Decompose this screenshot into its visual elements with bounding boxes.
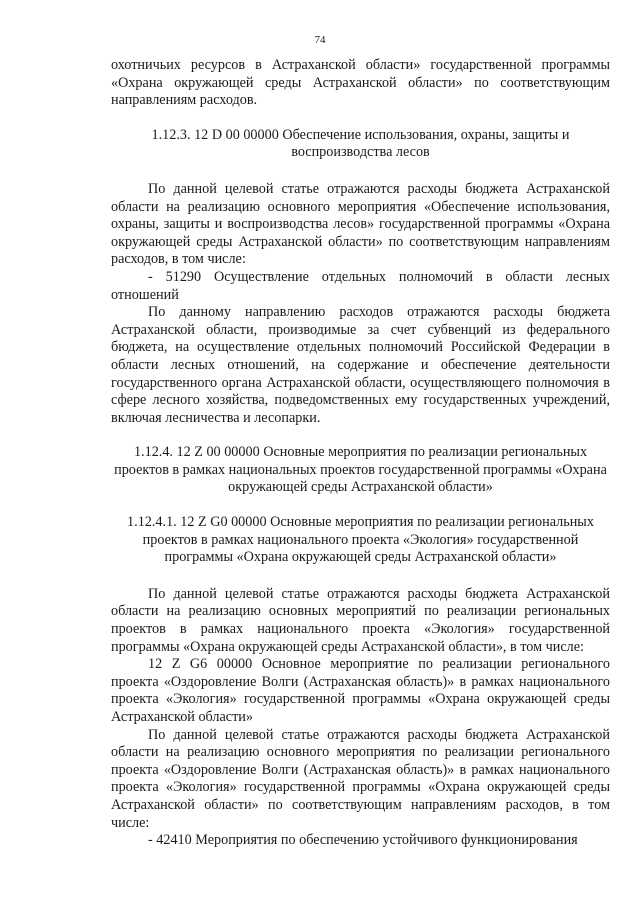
paragraph-item-12-z-g6: 12 Z G6 00000 Основное мероприятие по реализации регионального проекта «Оздоровление Волги (Астраханская область)» в рамках национального проекта «Экология» государственной программы «Охрана окружающей среды Астраханской области»	[111, 656, 610, 725]
section-heading-1-12-3: 1.12.3. 12 D 00 00000 Обеспечение использования, охраны, защиты и воспроизводства лесов	[151, 126, 570, 161]
page-number: 74	[314, 34, 326, 46]
paragraph-volga-description: По данной целевой статье отражаются расходы бюджета Астраханской области на реализацию основного мероприятия по реализации регионального проекта «Оздоровление Волги (Астраханская область)» в рамках национального проекта «Экология» государственной программы «Охрана окружающей среды Астраханской области» по соответствующим направлениям расходов, в том числе:	[111, 726, 610, 831]
document-body	[111, 57, 610, 850]
paragraph-regional-projects: По данной целевой статье отражаются расходы бюджета Астраханской области на реализацию основных мероприятий по реализации региональных проектов в рамках национального проекта «Экология» государственной программы «Охрана окружающей среды Астраханской области», в том числе:	[111, 585, 610, 655]
paragraph-forest-article: По данной целевой статье отражаются расходы бюджета Астраханской области на реализацию основного мероприятия «Обеспечение использования, охраны, защиты и воспроизводства лесов» государственной программы «Охрана окружающей среды Астраханской области» по соответствующим направлениям расходов, в том числе:	[111, 180, 610, 268]
paragraph-item-51290: - 51290 Осуществление отдельных полномочий в области лесных отношений	[111, 268, 610, 303]
section-heading-1-12-4-1: 1.12.4.1. 12 Z G0 00000 Основные мероприятия по реализации региональных проектов в рамках национального проекта «Экология» государственной программы «Охрана окружающей среды Астраханской области»	[127, 514, 594, 566]
paragraph-item-42410: - 42410 Мероприятия по обеспечению устойчивого функционирования	[148, 832, 578, 849]
paragraph-51290-description: По данному направлению расходов отражаются расходы бюджета Астраханской области, производимые за счет субвенций из федерального бюджета, на осуществление отдельных полномочий Российской Федерации в области лесных отношений, на содержание и обеспечение деятельности государственного органа Астраханской области, осуществляющего полномочия в сфере лесного хозяйства, подведомственных ему государственных учреждений, включая лесничества и лесопарки.	[111, 304, 610, 426]
section-heading-1-12-4: 1.12.4. 12 Z 00 00000 Основные мероприятия по реализации региональных проектов в рамках национальных проектов государственной программы «Охрана окружающей среды Астраханской области»	[114, 444, 607, 496]
paragraph-continuation: охотничьих ресурсов в Астраханской области» государственной программы «Охрана окружающей среды Астраханской области» по соответствующим направлениям расходов.	[111, 57, 610, 109]
